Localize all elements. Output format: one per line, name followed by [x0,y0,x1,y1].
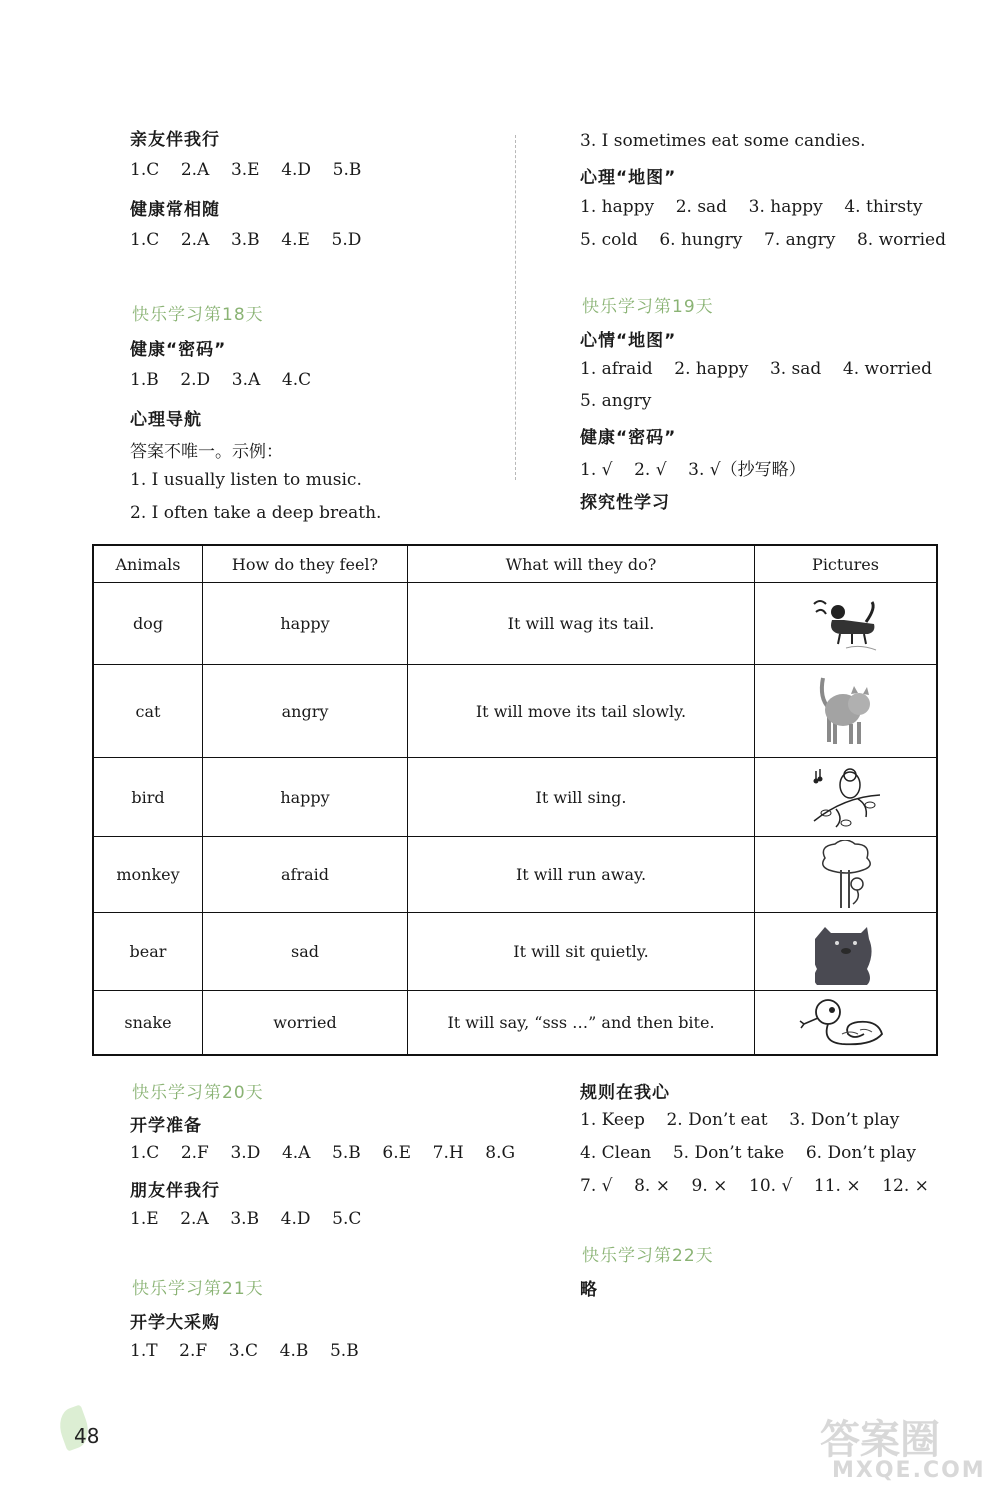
picture-cell [755,665,938,758]
table-header-row [93,545,937,583]
table-row [93,837,937,913]
table-row [93,758,937,837]
answer-note: 答案不唯一。示例： [130,442,283,462]
picture-cell [755,991,938,1055]
animal-cell: bear [93,913,203,991]
answer-line: 1.C 2.A 3.E 4.D 5.B [130,160,362,180]
action-cell: It will move its tail slowly. [408,665,755,758]
column-header: What will they do? [408,545,755,583]
section-heading: 心情“地图” [580,331,677,351]
answer-line: 1.C 2.F 3.D 4.A 5.B 6.E 7.H 8.G [130,1143,516,1163]
section-heading: 健康“密码” [580,428,677,448]
answer-line: 1.T 2.F 3.C 4.B 5.B [130,1341,359,1361]
snake-drawing-icon [798,994,894,1050]
answer-line: 1.C 2.A 3.B 4.E 5.D [130,230,362,250]
day-title: 快乐学习第19天 [582,297,714,317]
section-heading: 探究性学习 [580,493,670,513]
answer-line: 7. √ 8. × 9. × 10. √ 11. × 12. × [580,1176,929,1196]
bear-drawing-icon [815,917,877,987]
feel-cell: angry [203,665,408,758]
day-title: 快乐学习第18天 [132,305,264,325]
table-row [93,583,937,665]
day-title: 快乐学习第20天 [132,1083,264,1103]
feel-cell: afraid [203,837,408,913]
bird-drawing-icon [806,761,886,833]
answer-line: 1. I usually listen to music. [130,470,362,490]
answer-line: 1. Keep 2. Don’t eat 3. Don’t play [580,1110,900,1130]
answer-line: 5. cold 6. hungry 7. angry 8. worried [580,230,946,250]
day-title: 快乐学习第21天 [132,1279,264,1299]
answer-line: 略 [580,1280,598,1300]
watermark-url: MXQE.COM [832,1458,986,1483]
picture-cell [755,758,938,837]
cat-drawing-icon [811,674,881,748]
page-number: 48 [74,1424,100,1448]
answer-line: 1. afraid 2. happy 3. sad 4. worried [580,359,932,379]
column-header: Pictures [755,545,938,583]
action-cell: It will sit quietly. [408,913,755,991]
answer-line: 1.B 2.D 3.A 4.C [130,370,312,390]
section-heading: 开学大采购 [130,1313,220,1333]
feel-cell: worried [203,991,408,1055]
picture-cell [755,837,938,913]
section-heading: 亲友伴我行 [130,130,220,150]
answer-line: 2. I often take a deep breath. [130,503,382,523]
picture-cell [755,913,938,991]
animal-cell: dog [93,583,203,665]
action-cell: It will say, “sss …” and then bite. [408,991,755,1055]
section-heading: 健康常相随 [130,200,220,220]
picture-cell [755,583,938,665]
table-row [93,913,937,991]
animal-cell: cat [93,665,203,758]
answer-line: 3. I sometimes eat some candies. [580,131,866,151]
section-heading: 心理导航 [130,410,202,430]
column-divider [515,135,516,480]
section-heading: 心理“地图” [580,168,677,188]
section-heading: 规则在我心 [580,1083,670,1103]
feel-cell: sad [203,913,408,991]
animal-cell: monkey [93,837,203,913]
table-row [93,991,937,1055]
answer-line: 4. Clean 5. Don’t take 6. Don’t play [580,1143,916,1163]
feel-cell: happy [203,583,408,665]
animal-cell: snake [93,991,203,1055]
monkey-drawing-icon [811,840,881,910]
day-title: 快乐学习第22天 [582,1246,714,1266]
action-cell: It will sing. [408,758,755,837]
section-heading: 开学准备 [130,1116,202,1136]
action-cell: It will wag its tail. [408,583,755,665]
column-header: Animals [93,545,203,583]
table-row [93,665,937,758]
animal-feelings-table [92,544,938,1056]
animal-cell: bird [93,758,203,837]
column-header: How do they feel? [203,545,408,583]
action-cell: It will run away. [408,837,755,913]
section-heading: 健康“密码” [130,340,227,360]
answer-line: 5. angry [580,391,652,411]
watermark-logo: 答案圈 [820,1417,940,1463]
section-heading: 朋友伴我行 [130,1181,220,1201]
answer-line: 1.E 2.A 3.B 4.D 5.C [130,1209,362,1229]
feel-cell: happy [203,758,408,837]
answer-line: 1. √ 2. √ 3. √（抄写略） [580,460,806,480]
dog-drawing-icon [806,594,886,654]
answer-line: 1. happy 2. sad 3. happy 4. thirsty [580,197,923,217]
